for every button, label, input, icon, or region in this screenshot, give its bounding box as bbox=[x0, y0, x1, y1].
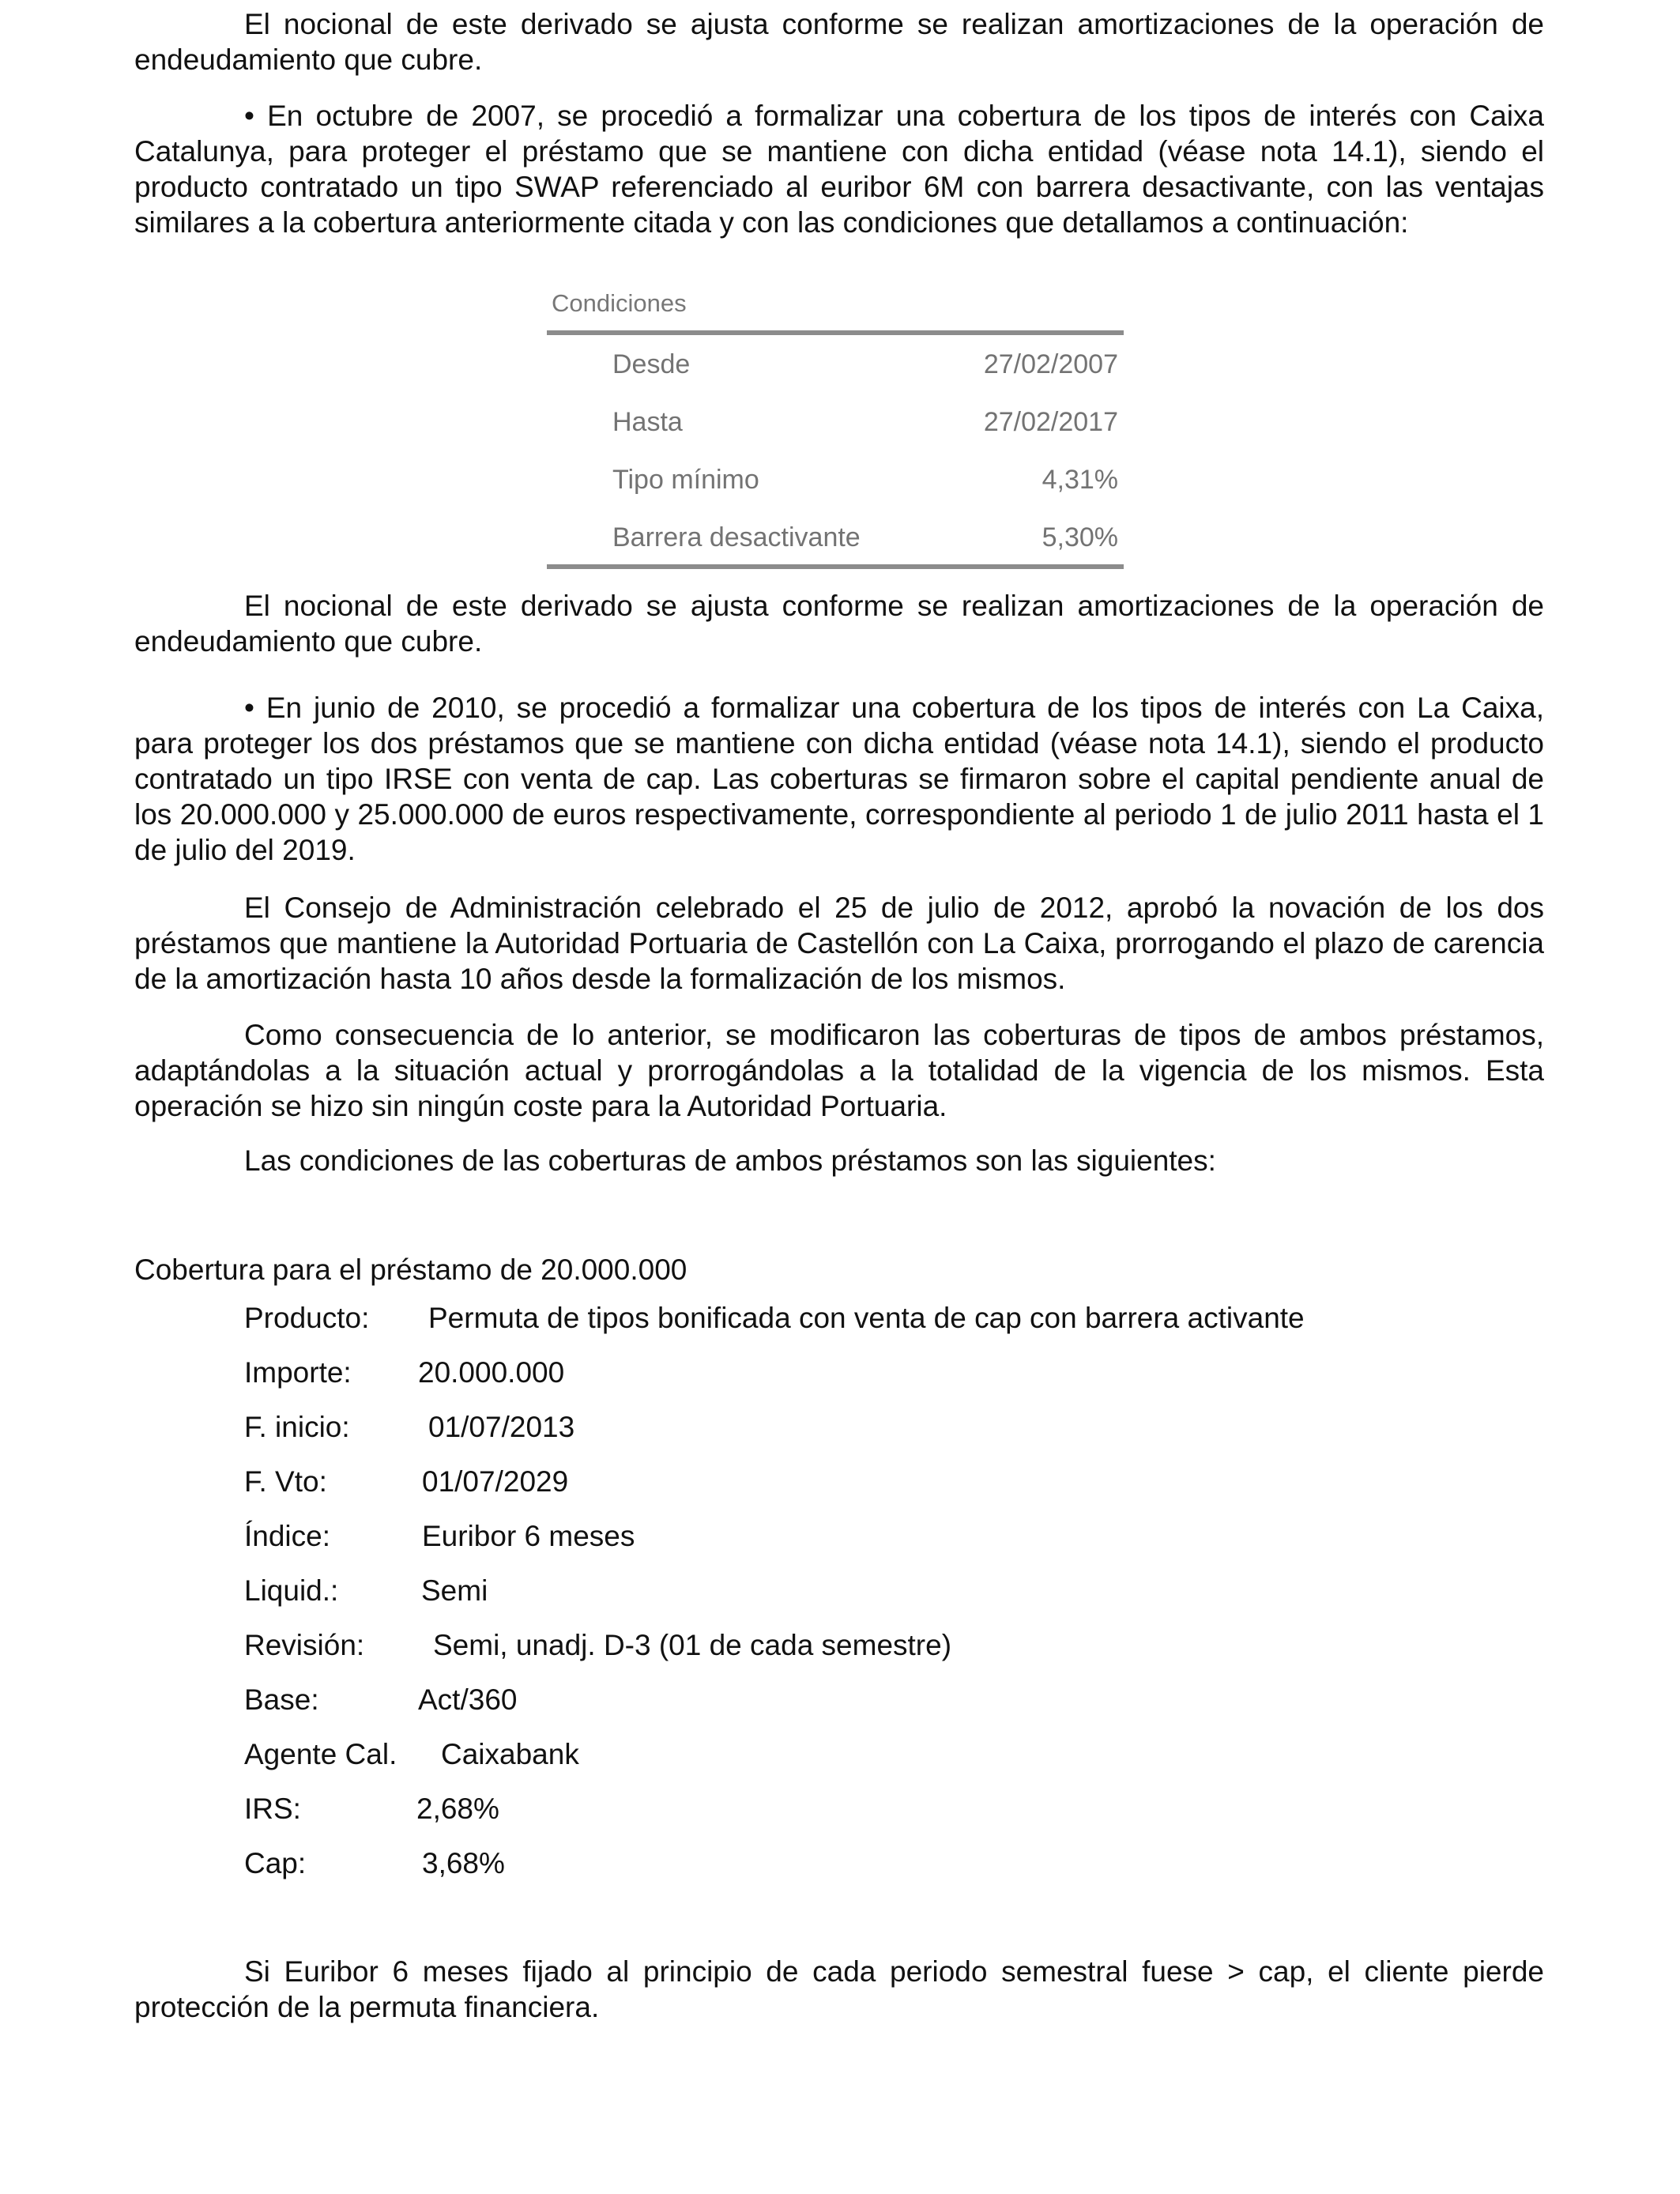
cobertura-key: Cap: bbox=[244, 1847, 307, 1879]
cobertura-value: Permuta de tipos bonificada con venta de cap con barrera activante bbox=[428, 1302, 1305, 1334]
cobertura-key: Agente Cal. bbox=[244, 1738, 397, 1770]
paragraph-nocional-2: El nocional de este derivado se ajusta conforme se realizan amortizaciones de la operación de endeudamiento que cubre. bbox=[134, 590, 1544, 658]
paragraph-bullet-la-caixa bbox=[134, 690, 1544, 868]
cobertura-value: 3,68% bbox=[422, 1847, 505, 1879]
paragraph-text: En octubre de 2007, se procedió a formalizar una cobertura de los tipos de interés con Caixa Catalunya, para proteger el préstamo que se mantiene con dicha entidad (véase nota 14.1), siendo el producto contratado un tipo SWAP referenciado al euribor 6M con barrera desactivante, con las ventajas similares a la cobertura anteriormente citada y con las condiciones que detallamos a continuación: bbox=[134, 100, 1544, 239]
cobertura-value: Caixabank bbox=[441, 1738, 579, 1770]
cobertura-value: 2,68% bbox=[416, 1793, 499, 1825]
condiciones-value: 27/02/2017 bbox=[983, 407, 1118, 437]
cobertura-key: Importe: bbox=[244, 1356, 352, 1389]
cobertura-value: Act/360 bbox=[418, 1683, 518, 1716]
condiciones-value: 5,30% bbox=[1042, 522, 1118, 552]
cobertura-key: F. inicio: bbox=[244, 1411, 350, 1443]
cobertura-item-base bbox=[244, 1682, 1430, 1717]
paragraph-bullet-caixa-catalunya bbox=[134, 98, 1544, 240]
paragraph-nocional-1: El nocional de este derivado se ajusta conforme se realizan amortizaciones de la operación de endeudamiento que cubre. bbox=[134, 8, 1544, 76]
condiciones-row bbox=[612, 465, 1118, 499]
paragraph-consejo: El Consejo de Administración celebrado el 25 de julio de 2012, aprobó la novación de los dos préstamos que mantiene la Autoridad Portuaria de Castellón con La Caixa, prorrogando el plazo de carencia de la amortización hasta 10 años desde la formalización de los mismos. bbox=[134, 892, 1544, 995]
paragraph-euribor-cap: Si Euribor 6 meses fijado al principio de cada periodo semestral fuese > cap, el cliente pierde protección de la permuta financiera. bbox=[134, 1955, 1544, 2023]
bullet-icon: • bbox=[244, 100, 254, 132]
condiciones-label: Hasta bbox=[612, 407, 683, 437]
cobertura-key: IRS: bbox=[244, 1793, 301, 1825]
cobertura-key: Índice: bbox=[244, 1520, 331, 1552]
cobertura-key: Producto: bbox=[244, 1302, 370, 1334]
condiciones-label: Tipo mínimo bbox=[612, 465, 759, 495]
cobertura-heading: Cobertura para el préstamo de 20.000.000 bbox=[134, 1253, 687, 1286]
cobertura-value: 20.000.000 bbox=[418, 1356, 565, 1389]
cobertura-item-liquid bbox=[244, 1573, 1430, 1608]
cobertura-item-producto bbox=[244, 1300, 1430, 1336]
condiciones-label: Desde bbox=[612, 349, 691, 379]
cobertura-value: 01/07/2029 bbox=[422, 1465, 569, 1498]
condiciones-top-rule bbox=[547, 330, 1124, 335]
cobertura-value: Semi, unadj. D-3 (01 de cada semestre) bbox=[433, 1629, 952, 1661]
cobertura-item-agente bbox=[244, 1736, 1430, 1772]
condiciones-row bbox=[612, 522, 1118, 557]
cobertura-key: Liquid.: bbox=[244, 1574, 339, 1607]
condiciones-label: Barrera desactivante bbox=[612, 522, 861, 552]
condiciones-value: 4,31% bbox=[1042, 465, 1118, 495]
cobertura-key: Revisión: bbox=[244, 1629, 365, 1661]
condiciones-row bbox=[612, 349, 1118, 384]
cobertura-key: F. Vto: bbox=[244, 1465, 327, 1498]
cobertura-value: Euribor 6 meses bbox=[422, 1520, 635, 1552]
paragraph-condiciones-intro: Las condiciones de las coberturas de ambos préstamos son las siguientes: bbox=[244, 1144, 1216, 1177]
cobertura-item-revision bbox=[244, 1627, 1430, 1663]
cobertura-item-cap bbox=[244, 1845, 1430, 1881]
cobertura-item-irs bbox=[244, 1791, 1430, 1826]
cobertura-value: 01/07/2013 bbox=[428, 1411, 575, 1443]
condiciones-row bbox=[612, 407, 1118, 442]
cobertura-item-indice bbox=[244, 1518, 1430, 1554]
paragraph-text: En junio de 2010, se procedió a formalizar una cobertura de los tipos de interés con La Caixa, para proteger los dos préstamos que se mantiene con dicha entidad (véase nota 14.1), siendo el producto contratado un tipo IRSE con venta de cap. Las coberturas se firmaron sobre el capital pendiente anual de los 20.000.000 y 25.000.000 de euros respectivamente, correspondiente al periodo 1 de julio 2011 hasta el 1 de julio del 2019. bbox=[134, 692, 1544, 866]
condiciones-bottom-rule bbox=[547, 564, 1124, 569]
cobertura-item-f-vto bbox=[244, 1464, 1430, 1499]
bullet-icon: • bbox=[244, 692, 254, 724]
condiciones-value: 27/02/2007 bbox=[983, 349, 1118, 379]
condiciones-header: Condiciones bbox=[552, 289, 687, 317]
cobertura-item-f-inicio bbox=[244, 1409, 1430, 1445]
paragraph-consecuencia: Como consecuencia de lo anterior, se modificaron las coberturas de tipos de ambos préstamos, adaptándolas a la situación actual y prorrogándolas a la totalidad de la vigencia de los mismos. Esta operación se hizo sin ningún coste para la Autoridad Portuaria. bbox=[134, 1019, 1544, 1122]
cobertura-value: Semi bbox=[421, 1574, 488, 1607]
cobertura-item-importe bbox=[244, 1355, 1430, 1390]
cobertura-key: Base: bbox=[244, 1683, 319, 1716]
